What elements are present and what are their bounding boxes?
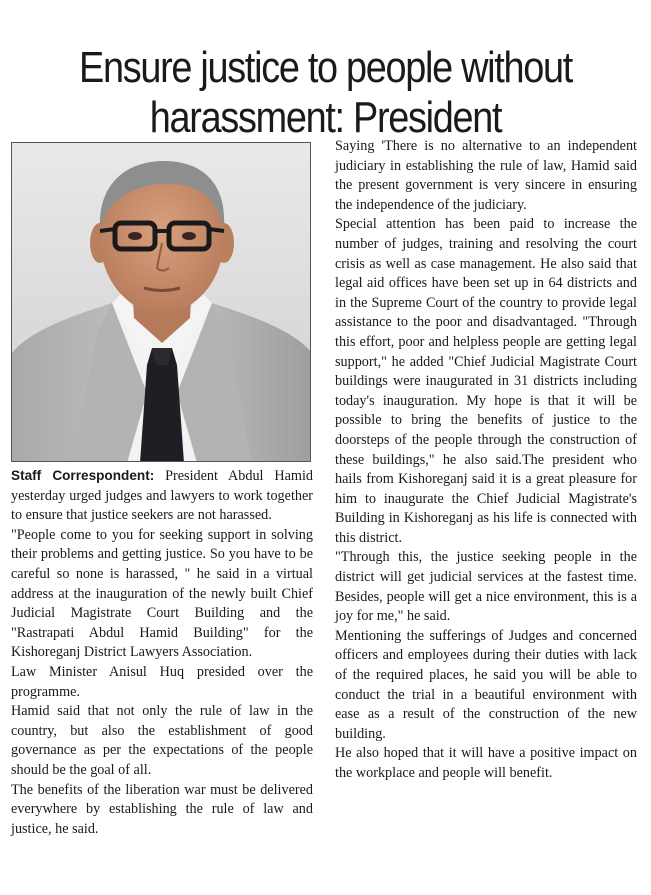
lead-paragraph xyxy=(11,466,313,526)
body-paragraph: Special attention has been paid to increase the number of judges, training and resolving the court crisis as well as case management. He also said that legal aid offices have been set up in 64 districts and in the Supreme Court of the country to provide legal assistance to the poor and disadvantaged. "Through this effort, poor and helpless people are getting legal support," he added "Chief Judicial Magistrate Court buildings were inaugurated in 31 districts including today's inauguration. My hope is that it will be possible to bring the benefits of justice to the doorsteps of the people through the construction of these buildings," he also said.The president who hails from Kishoreganj said it is a great pleasure for him to inaugurate the Chief Judicial Magistrate's Building in Kishoreganj as his life is connected with this district. xyxy=(335,216,637,546)
body-paragraph: Mentioning the sufferings of Judges and concerned officers and employees during their duties with lack of the required places, he said you will be able to conduct the trial in a beautiful environment with ease as a result of the construction of the new building. xyxy=(335,627,637,742)
body-paragraph: "People come to you for seeking support in solving their problems and getting justice. So you have to be careful so none is harassed, " he said in a virtual address at the inauguration of the newly built Chief Judicial Magistrate Court Building and the "Rastrapati Abdul Hamid Building" for the Kishoreganj District Lawyers Association. xyxy=(11,526,313,661)
body-paragraph: Saying 'There is no alternative to an independent judiciary in establishing the rule of law, Hamid said the present government is very sincere in ensuring the independence of the judiciary. xyxy=(335,138,637,213)
body-paragraph: Hamid said that not only the rule of law in the country, but also the establishment of good governance as per the expectations of the people should be the goal of all. xyxy=(11,703,313,778)
headline-line-2: harassment: President xyxy=(149,93,502,143)
headline xyxy=(46,43,606,143)
byline: Staff Correspondent: xyxy=(11,468,155,483)
portrait-illustration xyxy=(12,143,311,462)
body-paragraph: "Through this, the justice seeking people in the district will get judicial services at the fastest time. Besides, people will get a nice environment, this is a joy for me," he said. xyxy=(335,549,637,625)
body-paragraph: Law Minister Anisul Huq presided over the programme. xyxy=(11,663,313,700)
body-paragraph: He also hoped that it will have a positive impact on the workplace and people will benefit. xyxy=(335,745,637,781)
president-portrait-photo xyxy=(11,142,311,462)
article-column-right xyxy=(335,137,637,784)
lead-text: President Abdul Hamid yesterday urged judges and lawyers to work together to ensure that justice seekers are not harassed. xyxy=(11,468,313,524)
article-column-left xyxy=(11,466,313,839)
body-paragraph: The benefits of the liberation war must be delivered everywhere by establishing the rule of law and justice, he said. xyxy=(11,781,313,837)
headline-line-1: Ensure justice to people without xyxy=(78,43,572,93)
